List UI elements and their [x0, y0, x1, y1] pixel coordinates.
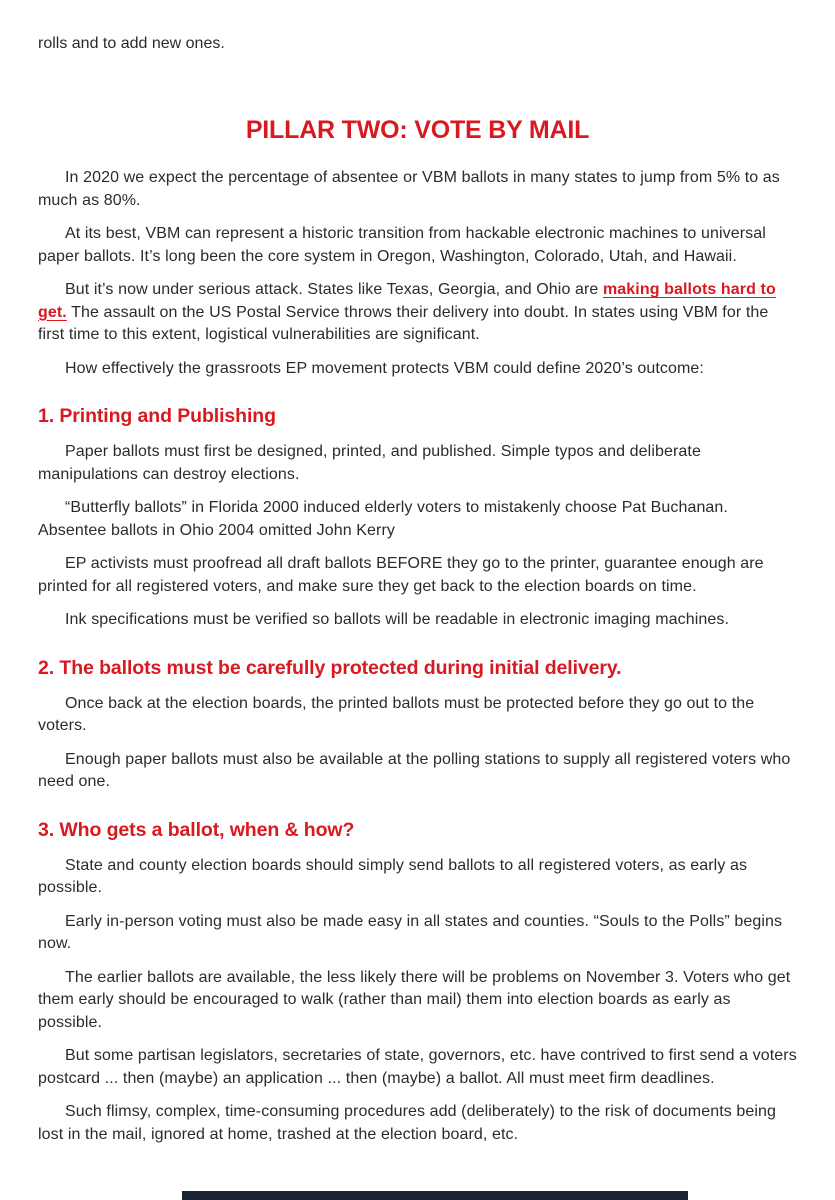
section-1-paragraph-1: Paper ballots must first be designed, printed, and published. Simple typos and deliberate manipulations can destroy elections.: [38, 443, 701, 483]
making-ballots-hard-link[interactable]: making ballots hard to get.: [38, 281, 776, 321]
continuation-text: rolls and to add new ones.: [38, 35, 225, 52]
section-heading-1: 1. Printing and Publishing: [38, 405, 276, 427]
paragraph-text-after-link: The assault on the US Postal Service throws their delivery into doubt. In states using VBM for the first time to this extent, logistical vulnerabilities are significant.: [38, 303, 769, 343]
section-heading-3: 3. Who gets a ballot, when & how?: [38, 818, 355, 841]
intro-paragraph-4: How effectively the grassroots EP movement protects VBM could define 2020’s outcome:: [65, 359, 704, 377]
section-3-paragraph-1: State and county election boards should simply send ballots to all registered voters, as early as possible.: [38, 856, 748, 896]
section-3-paragraph-2: Early in-person voting must also be made easy in all states and counties. “Souls to the Polls” begins now.: [38, 912, 783, 952]
paragraph-text-before-link: But it’s now under serious attack. States like Texas, Georgia, and Ohio are: [65, 281, 603, 298]
section-3-paragraph-4: But some partisan legislators, secretaries of state, governors, etc. have contrived to first send a voters postcard ... then (maybe) an application ... then (maybe) a ballot. All must meet firm deadlines.: [38, 1047, 797, 1087]
section-3-paragraph-3: The earlier ballots are available, the less likely there will be problems on November 3. Voters who get them early should be encouraged to walk (rather than mail) them into election boards as early as possible.: [38, 968, 791, 1031]
section-2-paragraph-2: Enough paper ballots must also be available at the polling stations to supply all registered voters who need one.: [38, 750, 791, 790]
section-1-paragraph-2: “Butterfly ballots” in Florida 2000 induced elderly voters to mistakenly choose Pat Buchanan. Absentee ballots in Ohio 2004 omitted John Kerry: [38, 499, 728, 539]
section-1-paragraph-3: EP activists must proofread all draft ballots BEFORE they go to the printer, guarantee enough are printed for all registered voters, and make sure they get back to the election boards on time.: [38, 555, 764, 595]
section-1-paragraph-4: Ink specifications must be verified so ballots will be readable in electronic imaging machines.: [65, 611, 730, 628]
section-heading-2: 2. The ballots must be carefully protected during initial delivery.: [38, 656, 622, 679]
page-title: PILLAR TWO: VOTE BY MAIL: [245, 116, 590, 144]
section-2-paragraph-1: Once back at the election boards, the printed ballots must be protected before they go out to the voters.: [38, 694, 755, 734]
intro-paragraph-2: At its best, VBM can represent a historic transition from hackable electronic machines to universal paper ballots. It’s long been the core system in Oregon, Washington, Colorado, Utah, and Hawaii.: [38, 225, 766, 265]
section-3-paragraph-5: Such flimsy, complex, time-consuming procedures add (deliberately) to the risk of documents being lost in the mail, ignored at home, trashed at the election board, etc.: [38, 1103, 777, 1143]
intro-paragraph-1: In 2020 we expect the percentage of absentee or VBM ballots in many states to jump from 5% to as much as 80%.: [38, 169, 780, 209]
bottom-bar: [182, 1191, 688, 1200]
intro-paragraph-3: [38, 279, 797, 347]
